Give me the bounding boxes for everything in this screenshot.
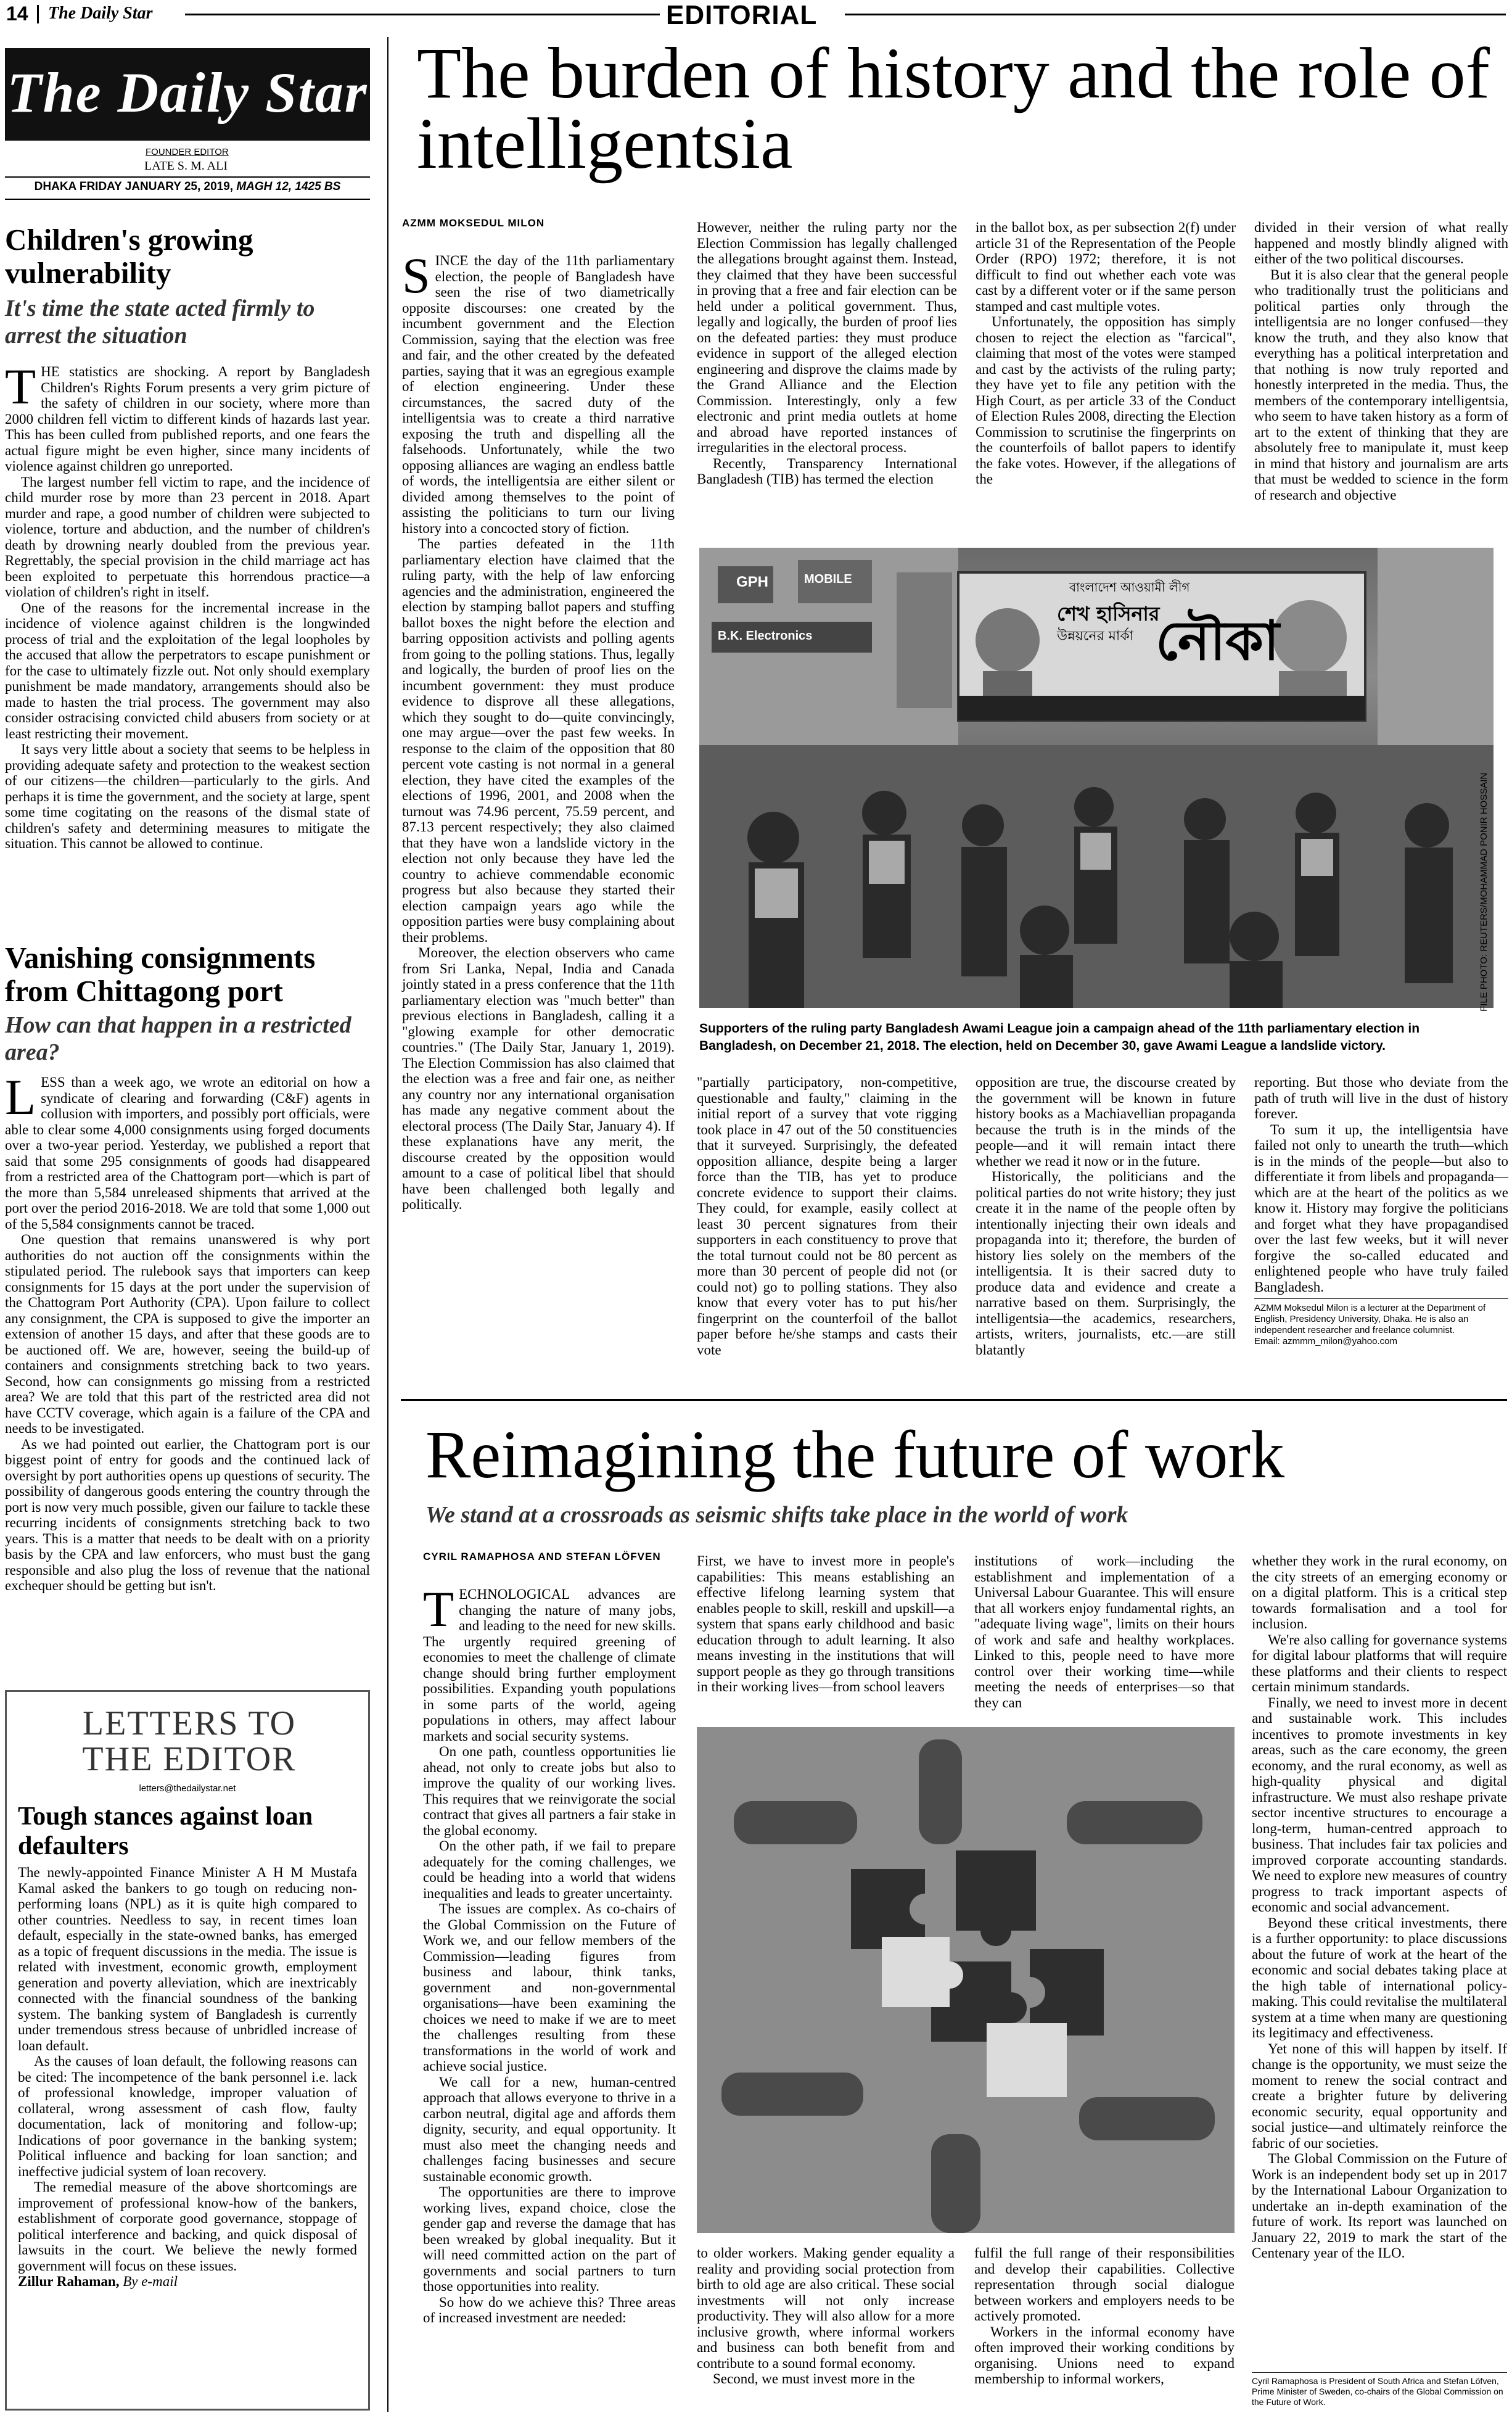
letters-signature-via: By e-mail [123,2274,178,2289]
editorial1-subtitle: It's time the state acted firmly to arrest the situation [5,295,315,349]
letters-signature: Zillur Rahaman, [18,2274,120,2289]
letters-email: letters@thedailystar.net [139,1783,236,1794]
article1-c1: INCE the day of the 11th parliamentary election, the people of Bangladesh have seen the rise of two diametrically opposite discourses: one created by the incumbent government and the Election Commission, saying that the election was free and fair, and the other created by the defeated parties, saying that it was an egregious example of election engineering. Under these circumstances, the sacred duty of the intelligentsia was to create a third narrative exposing the truth and dispelling all the falsehoods. Unfortunately, while the two opposing alliances are waging an endless battle of words, the intelligentsia are either silent or divided among themselves to the point of assisting the politicians to turn our living history into a concocted story of fiction. [402,253,675,536]
letters-p3: The remedial measure of the above shortcomings are improvement of professional know-how of the bankers, establishment of corporate good governance, stoppage of political interference and backing, and quick disposal of lawsuits in the court. We believe the newly formed government will focus on these issues. [18,2179,357,2274]
founder-label: FOUNDER EDITOR [146,147,229,157]
puzzle-illustration [697,1727,1235,2233]
article2-c4d: Beyond these critical investments, there is a further opportunity: to place discussions about the future of work at the heart of the economic and social debates taking place at the high table of international policy-making. This could revitalise the multilateral system at a time when many are questioning its legitimacy and effectiveness. [1252,1915,1507,2040]
article2-c1: ECHNOLOGICAL advances are changing the nature of many jobs, and leading to the need for new skills. The urgently required greening of economies to meet the challenge of climate change should bring further employment possibilities. Expanding youth populations in some parts of the world, ageing populations in others, may affect labour markets and social security systems. [423,1586,676,1744]
banner-header-text: বাংলাদেশ আওয়ামী লীগ [1069,580,1190,595]
article1-c3d: Historically, the politicians and the political parties do not write history; they just create it in the name of the people often by intentionally injecting their own ideals and propaganda into it; therefore, the burden of history lies solely on the members of the intelligentsia. It is their sacred duty to produce data and evidence and create a narrative based on them. Surprisingly, the intelligentsia—the academics, researchers, artists, writers, journalists, etc.—are still blatantly [976,1169,1236,1358]
article1-c2b: Recently, Transparency International Bangladesh (TIB) has termed the election [697,455,957,487]
article1-c4d: To sum it up, the intelligentsia have failed not only to unearth the truth—which is in the minds of the people—but also to differentiate it from libels and propaganda—which are at the heart of the politics as we know it. History may forgive the politicians and forget what they have propagandised over the last few weeks, but it will never forgive the so-called educated and enlightened people who have truly failed Bangladesh. [1254,1121,1508,1295]
article2-dropcap: T [423,1581,454,1637]
article2-c2c: Second, we must invest more in the [713,2371,915,2386]
article2-c1c: On the other path, if we fail to prepare adequately for the coming challenges, we could be heading into a world that widens inequalities and leads to greater uncertainty. [423,1838,676,1901]
banner-line2: উন্নয়নের মার্কা [1057,629,1134,644]
dateline-english: DHAKA FRIDAY JANUARY 25, 2019, [34,180,234,193]
article1-c1b: The parties defeated in the 11th parliamentary election have claimed that the ruling party, with the help of law enforcing agencies and the administration, engineered the election by stamping ballot papers and stuffing ballot boxes the night before the election and barring opposition activists and polling agents from going to the polling stations. Thus, legally and logically, the burden of proof lies on the incumbent government: they must produce evidence to disprove all these allegations, which they sought to do—quite convincingly, one may argue—over the past few weeks. In response to the claim of the opposition that 80 percent vote casting is not normal in a general election, they have cited the examples of the elections of 1996, 2001, and 2008 when the turnout was 74.96 percent, 75.59 percent, and 87.13 percent respectively; they also claimed that they have won a landslide victory in the election not only because they have led the country to achieve commendable economic progress but also because they started their election campaign years ago while the opposition parties were busy complaining about their problems. [402,536,675,945]
article2-c3: institutions of work—including the establishment and implementation of a Universal Labour Guarantee. This will ensure that all workers enjoy fundamental rights, an "adequate living wage", limits on their hours of work and safe and healthy workplaces. Linked to this, people need to have more control over their working time—while meeting the needs of enterprises—so that they can [974,1553,1235,1710]
editorial2-dropcap: L [5,1069,36,1125]
article2-byline: CYRIL RAMAPHOSA AND STEFAN LÖFVEN [423,1551,661,1562]
article2-bio-rule [1252,2372,1507,2373]
editorial2-p3: As we had pointed out earlier, the Chattogram port is our biggest point of entry for goods and the continued lack of oversight by port authorities opens up questions of security. The possibility of dangerous goods entering the country through the port is now very much possible, given our failure to tackle these recurring incidents of consignments stretching back to two years. This is a matter that needs to be dealt with on a priority basis by the CPA and law enforcers, who must bust the gang responsible and also plug the loss of revenue that the national exchequer should be getting but isn't. [5,1436,370,1593]
dateline-rule-top [5,176,370,178]
letters-headline: Tough stances against loan defaulters [18,1802,313,1860]
letters-body [18,1865,357,2407]
section-label: EDITORIAL [666,0,818,30]
editorial2-body [5,1069,370,1691]
article2-c2: First, we have to invest more in people's capabilities: This means establishing an effective lifelong learning system that enables people to skill, reskill and upskill—a system that spans early childhood and basic education through to adult learning. It also means investing in the institutions that will support people as they go through transitions in their working lives—from school leavers [697,1553,955,1694]
article1-col3 [976,220,1236,534]
article1-c3c: opposition are true, the discourse created by the government will be known in future history books as a Machiavellian propaganda because the truth is in the minds of the people—and it will remain intact there whether we read it now or in the future. [976,1075,1236,1169]
article1-col1 [402,247,675,1308]
paper-name-small: The Daily Star [48,4,153,23]
masthead-logo: The Daily Star [7,61,368,124]
article1-c3b: Unfortunately, the opposition has simply chosen to reject the election as "farcical", claiming that most of the votes were stamped and cast by the activists of the ruling party; they have yet to file any petition with the High Court, as per article 33 of the Conduct of Election Rules 2008, directing the Election Commission to scrutinise the fingerprints on the counterfoils of ballot papers to identify the fake votes. However, if the allegations of the [976,314,1236,487]
article1-col3-lower [976,1075,1236,1358]
article2-c3c: Workers in the informal economy have often improved their working conditions by organising. Unions need to expand membership to informal workers, [974,2324,1235,2386]
editorial2-subtitle: How can that happen in a restricted area? [5,1012,351,1065]
article1-c4: divided in their version of what really happened and mostly blindly aligned with either of the two political discourses. [1254,220,1508,266]
article1-c4b: But it is also clear that the general people who traditionally trust the politicians and political parties only through the intelligentsia are no longer confused—they know the truth, and they also know that everything has a political interpretation and that nothing is now truly reported and honestly interpreted in the media. Thus, the members of the contemporary intelligentsia, who seem to have taken history as a form of art to the extent of thinking that they are absolutely free to manipulate it, must keep in mind that history and journalism are arts that must be wedded to science in the form of research and objective [1254,266,1508,503]
left-column-rule [387,37,388,2412]
article2-col3-lower [974,2245,1235,2411]
article1-title: The burden of history and the role of intelligentsia [417,33,1490,184]
shop-sign-gph: GPH [736,574,769,590]
editorial1-body [5,358,370,919]
article2-c4b: We're also calling for governance systems for digital labour platforms that will require these platforms and their clients to respect certain minimum standards. [1252,1631,1507,1694]
masthead [5,48,370,141]
article1-col4-lower [1254,1075,1508,1347]
article2-c4: whether they work in the rural economy, on the city streets of an emerging economy or on a digital platform. This is a critical step towards formalisation and a tool for inclusion. [1252,1553,1507,1631]
letters-box [5,1690,370,2411]
article1-c2: However, neither the ruling party nor the Election Commission has legally challenged the allegations brought against them. Instead, they claimed that they have been successful in proving that a free and fair election can be held under a political government. Thus, legally and logically, the burden of proof lies on the defeated parties: they must produce evidence in support of the alleged election engineering and disprove the claims made by the Grand Alliance and the Election Commission. Interestingly, only a few electronic and print media outlets at home and abroad have reported instances of irregularities in the electoral process. [697,220,957,455]
article2-c3b: fulfil the full range of their responsibilities and develop their capabilities. Collective representation through social dialogue between workers and employers needs to be actively promoted. [974,2245,1235,2324]
article2-c4f: The Global Commission on the Future of Work is an independent body set up in 2017 by the International Labour Organization to undertake an in-depth examination of the future of work. Its report was launched on January 22, 2019 to mark the start of the Centenary year of the ILO. [1252,2151,1507,2261]
page-number: 14 [6,2,28,25]
rally-photo [699,548,1494,1008]
article2-col2 [697,1553,955,1714]
article1-col2 [697,220,957,534]
article1-bio: AZMM Moksedul Milon is a lecturer at the Department of English, Presidency University, Dhaka. He is also an independent researcher and freelance columnist. [1254,1303,1486,1335]
article2-bio: Cyril Ramaphosa is President of South Africa and Stefan Löfven, Prime Minister of Sweden, co-chairs of the Global Commission on the Future of Work. [1252,2376,1503,2407]
bio-rule [1254,1298,1508,1299]
editorial1-p1: HE statistics are shocking. A report by Bangladesh Children's Rights Forum presents a very grim picture of the safety of children in our society, where more than 2000 children fell victim to different kinds of hazards last year. This has been culled from published reports, and one fears the actual figure might be even higher, since many incidents of violence against children go unreported. [5,364,370,474]
article2-col3 [974,1553,1235,1714]
article2-col2-lower [697,2245,955,2411]
article2-c4e: Yet none of this will happen by itself. If change is the opportunity, we must seize the moment to renew the social contract and create a brighter future by delivering economic security, equal opportunity and social justice—and ultimately reinforce the fabric of our societies. [1252,2040,1507,2151]
article1-c3: in the ballot box, as per subsection 2(f) under article 31 of the Representation of the People Order (RPO) 1972; therefore, it is not difficult to find out whether each vote was cast by a different voter or if the same person stamped and cast multiple votes. [976,220,1236,314]
article1-email: Email: azmmm_milon@yahoo.com [1254,1336,1397,1347]
page-header [0,0,1512,30]
dateline-bangla: MAGH 12, 1425 BS [236,180,341,193]
letters-p1: The newly-appointed Finance Minister A H M Mustafa Kamal asked the bankers to go tough on reducing non-performing loans (NPL) as it is quite high compared to other countries. Needless to say, in recent times loan default, especially in the state-owned banks, has emerged as a topic of frequent discussions in the media. The issue is related with investment, economic growth, employment generation and poverty alleviation, which are inextricably connected with the financial soundness of the banking system. The banking system of Bangladesh is currently under tremendous stress because of unbridled increase of loan default. [18,1865,357,2053]
article2-c1e: We call for a new, human-centred approach that allows everyone to thrive in a carbon neutral, digital age and affords them dignity, security, and equal opportunity. It must also meet the changing needs and challenges facing businesses and secure sustainable economic growth. [423,2074,676,2184]
article2-subtitle: We stand at a crossroads as seismic shifts take place in the world of work [425,1502,1128,1528]
article1-dropcap: S [402,247,430,303]
header-rule-left [185,14,660,15]
dateline-rule-bottom [5,199,370,200]
article2-c1b: On one path, countless opportunities lie ahead, not only to create jobs but also to improve the quality of our working lives. This requires that we reinvigorate the social contract that gives all partners a fair stake in the global economy. [423,1744,676,1838]
article2-c2b: to older workers. Making gender equality a reality and providing social protection from birth to old age are also critical. These social investments will not only increase productivity. They will also allow for a more inclusive growth, where informal workers and business can both benefit from and contribute to a sound formal economy. [697,2245,955,2371]
letters-title: LETTERS TO THE EDITOR [82,1704,297,1778]
banner-main: নৌকা [1156,609,1280,672]
article1-byline: AZMM MOKSEDUL MILON [402,217,545,229]
letters-p2: As the causes of loan default, the following reasons can be cited: The incompetence of the bank personnel i.e. lack of professional knowledge, improper valuation of collateral, wrong assessment of cash flow, faulty documentation, lack of monitoring and follow-up; Indications of poor governance in the banking system; Political influence and backing for loan sanction; and ineffective judicial system of loan recovery. [18,2053,357,2179]
shop-sign-electronics: B.K. Electronics [718,629,813,643]
article1-c2c: "partially participatory, non-competitive, questionable and faulty," claiming in the initial report of a survey that vote rigging took place in 47 out of the 50 constituencies that it surveyed. Surprisingly, the defeated opposition alliance, despite being a larger force than the TIB, has yet to produce concrete evidence to support their claims. They could, for example, easily collect at least 30 percent signatures from their supporters in each constituency to prove that the total turnout could not be 80 percent as more than 30 percent of people did not (or could not) go to polling stations. They also know that every voter has to put his/her fingerprint on the counterfoil of the ballot paper before he/she stamps and casts their vote [697,1075,957,1358]
article1-col4 [1254,220,1508,534]
banner-line1: শেখ হাসিনার [1057,602,1160,625]
article2-col1 [423,1581,676,2411]
article2-c1d: The issues are complex. As co-chairs of the Global Commission on the Future of Work we, and our fellow members of the Commission—leading figures from business and labour, think tanks, government and non-governmental organisations—have been examining the choices we need to make if we are to meet the challenges resulting from these transformations in the world of work and achieve social justice. [423,1901,676,2074]
article1-col2-lower [697,1075,957,1358]
header-rule-right [845,14,1506,15]
editorial1-dropcap: T [5,358,36,415]
article2-c4c: Finally, we need to invest more in decent and sustainable work. This includes incentives to promote investments in key areas, such as the care economy, the green economy, and the rural economy, as well as high-quality physical and digital infrastructure. We must also reshape private sector incentive structures to encourage a long-term, human-centred approach to business. That includes fair tax policies and improved corporate accounting standards. We need to explore new measures of country progress to track important aspects of economic and social advancement. [1252,1694,1507,1915]
article1-c4c: reporting. But those who deviate from the path of truth will live in the dust of history forever. [1254,1075,1508,1121]
article2-title: Reimagining the future of work [425,1417,1284,1492]
editorial1-p3: One of the reasons for the incremental increase in the incidence of violence against children is the longwinded process of trial and the exploitation of the legal loopholes by the accused that allow the perpetrators to escape punishment or for the case to ultimately fizzle out. Not only should exemplary punishment be made mandatory, arrangements should also be made to hasten the trial process. The government may also consider ostracising convicted child abusers from society or at least restricting their movement. [5,600,370,741]
founder-name: LATE S. M. ALI [144,159,228,173]
photo-caption: Supporters of the ruling party Bangladesh Awami League join a campaign ahead of the 11th parliamentary election in Bangladesh, on December 21, 2018. The election, held on December 30, gave Awami League a landslide victory. [699,1021,1420,1053]
editorial1-p2: The largest number fell victim to rape, and the incidence of child murder rose by more than 23 percent in 2018. Apart murder and rape, a good number of children were subjected to violence, torture and abduction, and the number of children's death by drowning nearly doubled from the previous year. Regrettably, the special provision in the child marriage act has been exploited to perpetuate this horrendous practice—a violation of children's right in itself. [5,474,370,600]
article2-c1f: The opportunities are there to improve working lives, expand choice, close the gender gap and reverse the damage that has been wreaked by global inequality. But it will need committed action on the part of governments and social partners to turn those opportunities into reality. [423,2184,676,2294]
article2-col4 [1252,1553,1507,2367]
shop-sign-mobile: MOBILE [804,572,852,586]
dateline [5,180,370,194]
editorial1-p4: It says very little about a society that seems to be helpless in providing adequate safety and protection to the weakest section of our citizens—the children—particularly to the girls. And perhaps it is time the government, and the society at large, spent some time cogitating on the reasons of the dismal state of children's safety and determining measures to mitigate the situation. This cannot be allowed to continue. [5,741,370,851]
page-divider-icon [37,5,39,23]
editorial1-title: Children's growing vulnerability [5,223,253,290]
editorial2-p2: One question that remains unanswered is why port authorities do not auction off the consignments within the stipulated period. The rulebook says that importers can keep consignments for 15 days at the port under the supervision of the Chattogram Port Authority (CPA). Upon failure to collect any consignment, the CPA is supposed to give the importer an extension of another 15 days, and after that these goods are to be auctioned off. We are, however, seeing the build-up of containers and consignments stretching back to two years. Second, how can consignments go missing from a restricted area? We are told that this part of the restricted area did not have CCTV coverage, which again is a failure of the CPA and needs to be investigated. [5,1232,370,1436]
photo-credit: FILE PHOTO: REUTERS/MOHAMMAD PONIR HOSSAIN [1479,772,1489,1012]
article1-c1c: Moreover, the election observers who came from Sri Lanka, Nepal, India and Canada jointly stated in a press conference that the 11th parliamentary election was "much better" than previous elections in Bangladesh, calling it a "glowing example for other democratic countries." (The Daily Star, January 1, 2019). The Election Commission has also claimed that the election was a free and fair one, as neither any country nor any international organisation has made any negative comment about the electoral process (The Daily Star, January 4). If these explanations have any merit, the discourse created by the opposition would amount to a case of political libel that should have been challenged both legally and politically. [402,945,675,1212]
editorial2-p1: ESS than a week ago, we wrote an editorial on how a syndicate of clearing and forwarding (C&F) agents in collusion with importers, and possibly port officials, were able to clear some 4,000 consignments using forged documents over a two-year period. Yesterday, we published a report that said that some 295 consignments of goods had disappeared from a restricted area of the Chattogram port—which is part of the more than 5,584 unreleased shipments that arrived at the port over the period 2016-2018. We are told that some 1,000 out of the 5,584 consignments cannot be traced. [5,1075,370,1232]
puzzle-hands-icon [697,1727,1235,2233]
article2-c1g: So how do we achieve this? Three areas of increased investment are needed: [423,2294,676,2325]
editorial2-title: Vanishing consignments from Chittagong port [5,941,316,1008]
section-divider [401,1399,1507,1401]
